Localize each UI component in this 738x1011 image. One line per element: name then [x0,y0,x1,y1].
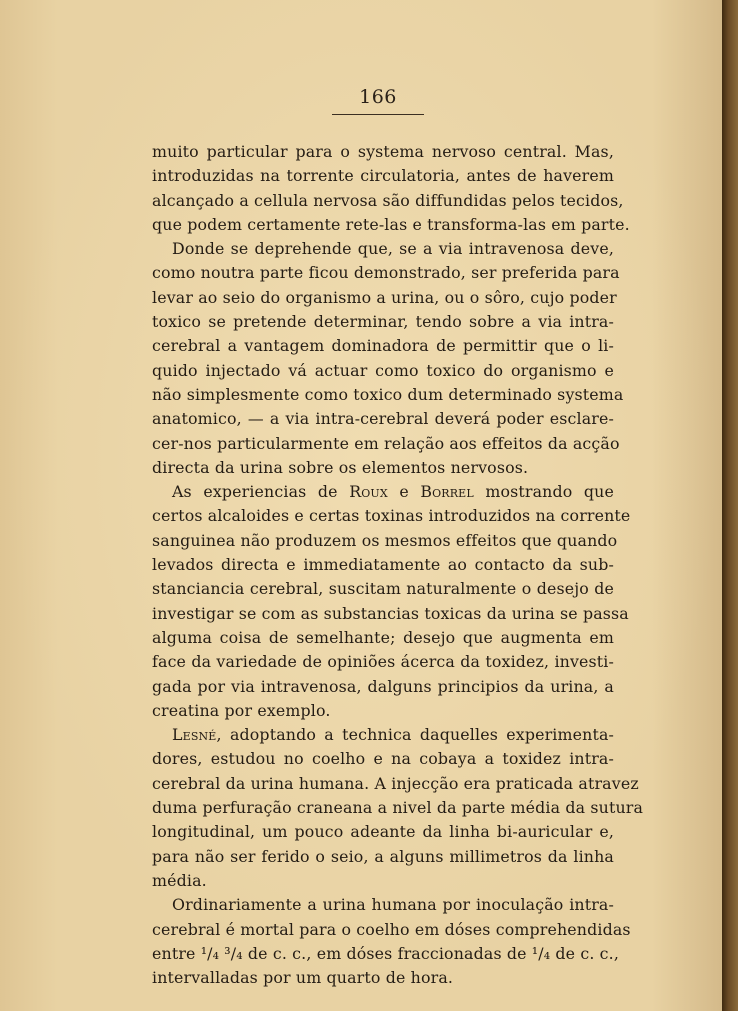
text-run: mostrando que [473,482,614,502]
text-line: quido injectado vá actuar como toxico do organismo e [152,360,614,380]
text-run: e [387,482,421,502]
text-line: toxico se pretende determinar, tendo sobre a via intra- [152,312,614,332]
text-line: cerebral da urina humana. A injecção era praticada atravez [152,773,639,793]
text-line: média. [152,870,207,890]
text-line: stanciancia cerebral, suscitam naturalmente o desejo de [152,579,614,599]
text-line: cerebral é mortal para o coelho em dóses comprehendidas [152,919,631,939]
author-name: Borrel [420,482,474,502]
text-run: , adoptando a technica daquelles experimenta- [216,725,614,745]
text-line: duma perfuração craneana a nivel da parte média da sutura [152,798,644,818]
text-line: investigar se com as substancias toxicas da urina se passa [152,603,629,623]
text-line: sanguinea não produzem os mesmos effeitos que quando [152,530,618,550]
text-line [152,723,614,747]
author-name: Lesné [172,725,217,745]
text-line: cer-nos particularmente em relação aos effeitos da acção [152,433,620,453]
text-line: longitudinal, um pouco adeante da linha bi-auricular e, [152,822,614,842]
page-number: 166 [359,86,397,108]
text-line: levados directa e immediatamente ao contacto da sub- [152,555,614,575]
text-line: como noutra parte ficou demonstrado, ser preferida para [152,263,620,283]
text-line: para não ser ferido o seio, a alguns millimetros da linha [152,846,614,866]
text-line: introduzidas na torrente circulatoria, antes de haverem [152,166,614,186]
text-line: que podem certamente rete-las e transforma-las em parte. [152,214,630,234]
text-line: alguma coisa de semelhante; desejo que augmenta em [152,627,614,647]
text-line: não simplesmente como toxico dum determinado systema [152,384,624,404]
text-line: muito particular para o systema nervoso central. Mas, [152,142,614,161]
text-line: certos alcaloides e certas toxinas introduzidos na corrente [152,506,631,526]
text-line [152,480,614,504]
text-line: Donde se deprehende que, se a via intravenosa deve, [172,239,614,259]
author-name: Roux [349,482,388,502]
text-line: anatomico, — a via intra-cerebral deverá poder esclare- [152,409,614,429]
text-line: directa da urina sobre os elementos nervosos. [152,457,529,477]
text-line: face da variedade de opiniões ácerca da toxidez, investi- [152,652,614,672]
text-line: creatina por exemplo. [152,700,331,720]
text-line: alcançado a cellula nervosa são diffundidas pelos tecidos, [152,190,624,210]
text-line: entre ¹/₄ ³/₄ de c. c., em dóses fraccionadas de ¹/₄ de c. c., [152,943,620,963]
text-line: cerebral a vantagem dominadora de permittir que o li- [152,336,614,356]
header-rule [332,114,424,115]
text-line: Ordinariamente a urina humana por inoculação intra- [172,895,614,915]
text-run: As experiencias de [172,482,350,502]
text-line: gada por via intravenosa, dalguns principios da urina, a [152,676,614,696]
book-spine [722,0,738,1011]
body-text [152,140,644,990]
text-line: dores, estudou no coelho e na cobaya a toxidez intra- [152,749,614,769]
text-line: intervalladas por um quarto de hora. [152,968,454,988]
text-line: levar ao seio do organismo a urina, ou o sôro, cujo poder [152,287,617,307]
